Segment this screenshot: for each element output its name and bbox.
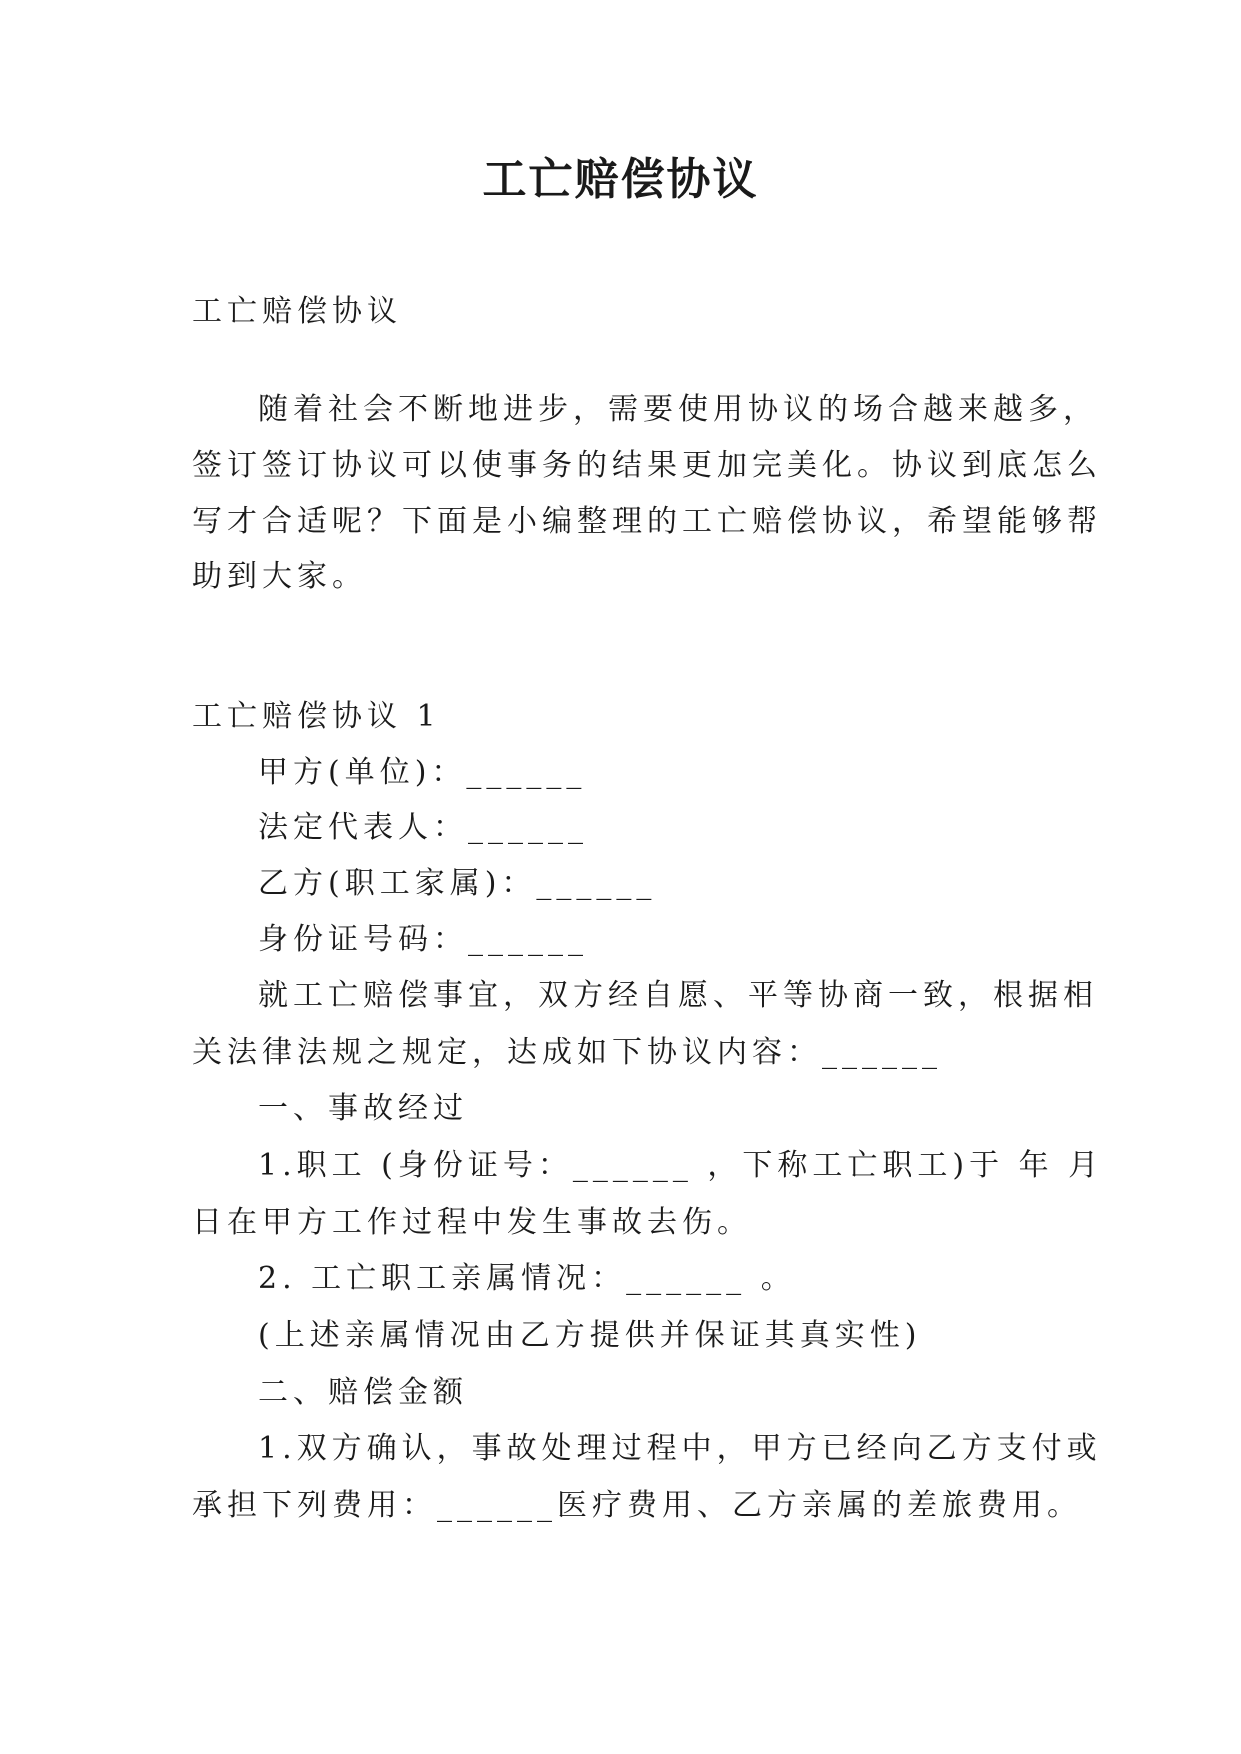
party-a-line: 甲方(单位)：______	[258, 755, 587, 790]
part2-item1-line-1: 1.双方确认，事故处理过程中，甲方已经向乙方支付或	[258, 1431, 1102, 1466]
id-number-line: 身份证号码：______	[258, 922, 588, 957]
intro-line-2: 签订签订协议可以使事务的结果更加完美化。协议到底怎么	[192, 448, 1102, 483]
part1-item1-line-2: 日在甲方工作过程中发生事故去伤。	[192, 1205, 752, 1240]
part1-item1-line-1: 1.职工 (身份证号：______ ，下称工亡职工)于 年 月	[258, 1148, 1104, 1183]
agreement-line-2: 关法律法规之规定，达成如下协议内容：______	[192, 1035, 942, 1070]
intro-line-3: 写才合适呢？下面是小编整理的工亡赔偿协议，希望能够帮	[192, 504, 1102, 539]
part2-heading: 二、赔偿金额	[258, 1375, 468, 1410]
intro-line-4: 助到大家。	[192, 559, 367, 594]
part2-item1-line-2: 承担下列费用：______医疗费用、乙方亲属的差旅费用。	[192, 1488, 1082, 1523]
legal-representative-line: 法定代表人：______	[258, 810, 588, 845]
part1-item2: 2. 工亡职工亲属情况：______ 。	[258, 1261, 796, 1296]
document-subtitle: 工亡赔偿协议	[192, 294, 402, 329]
agreement-line-1: 就工亡赔偿事宜，双方经自愿、平等协商一致，根据相	[258, 978, 1098, 1013]
party-b-line: 乙方(职工家属)：______	[258, 866, 657, 901]
intro-line-1: 随着社会不断地进步，需要使用协议的场合越来越多，	[258, 392, 1098, 427]
part1-heading: 一、事故经过	[258, 1091, 468, 1126]
document-title: 工亡赔偿协议	[482, 154, 759, 205]
section-heading: 工亡赔偿协议 1	[192, 699, 441, 734]
part1-note: (上述亲属情况由乙方提供并保证其真实性)	[258, 1318, 922, 1353]
